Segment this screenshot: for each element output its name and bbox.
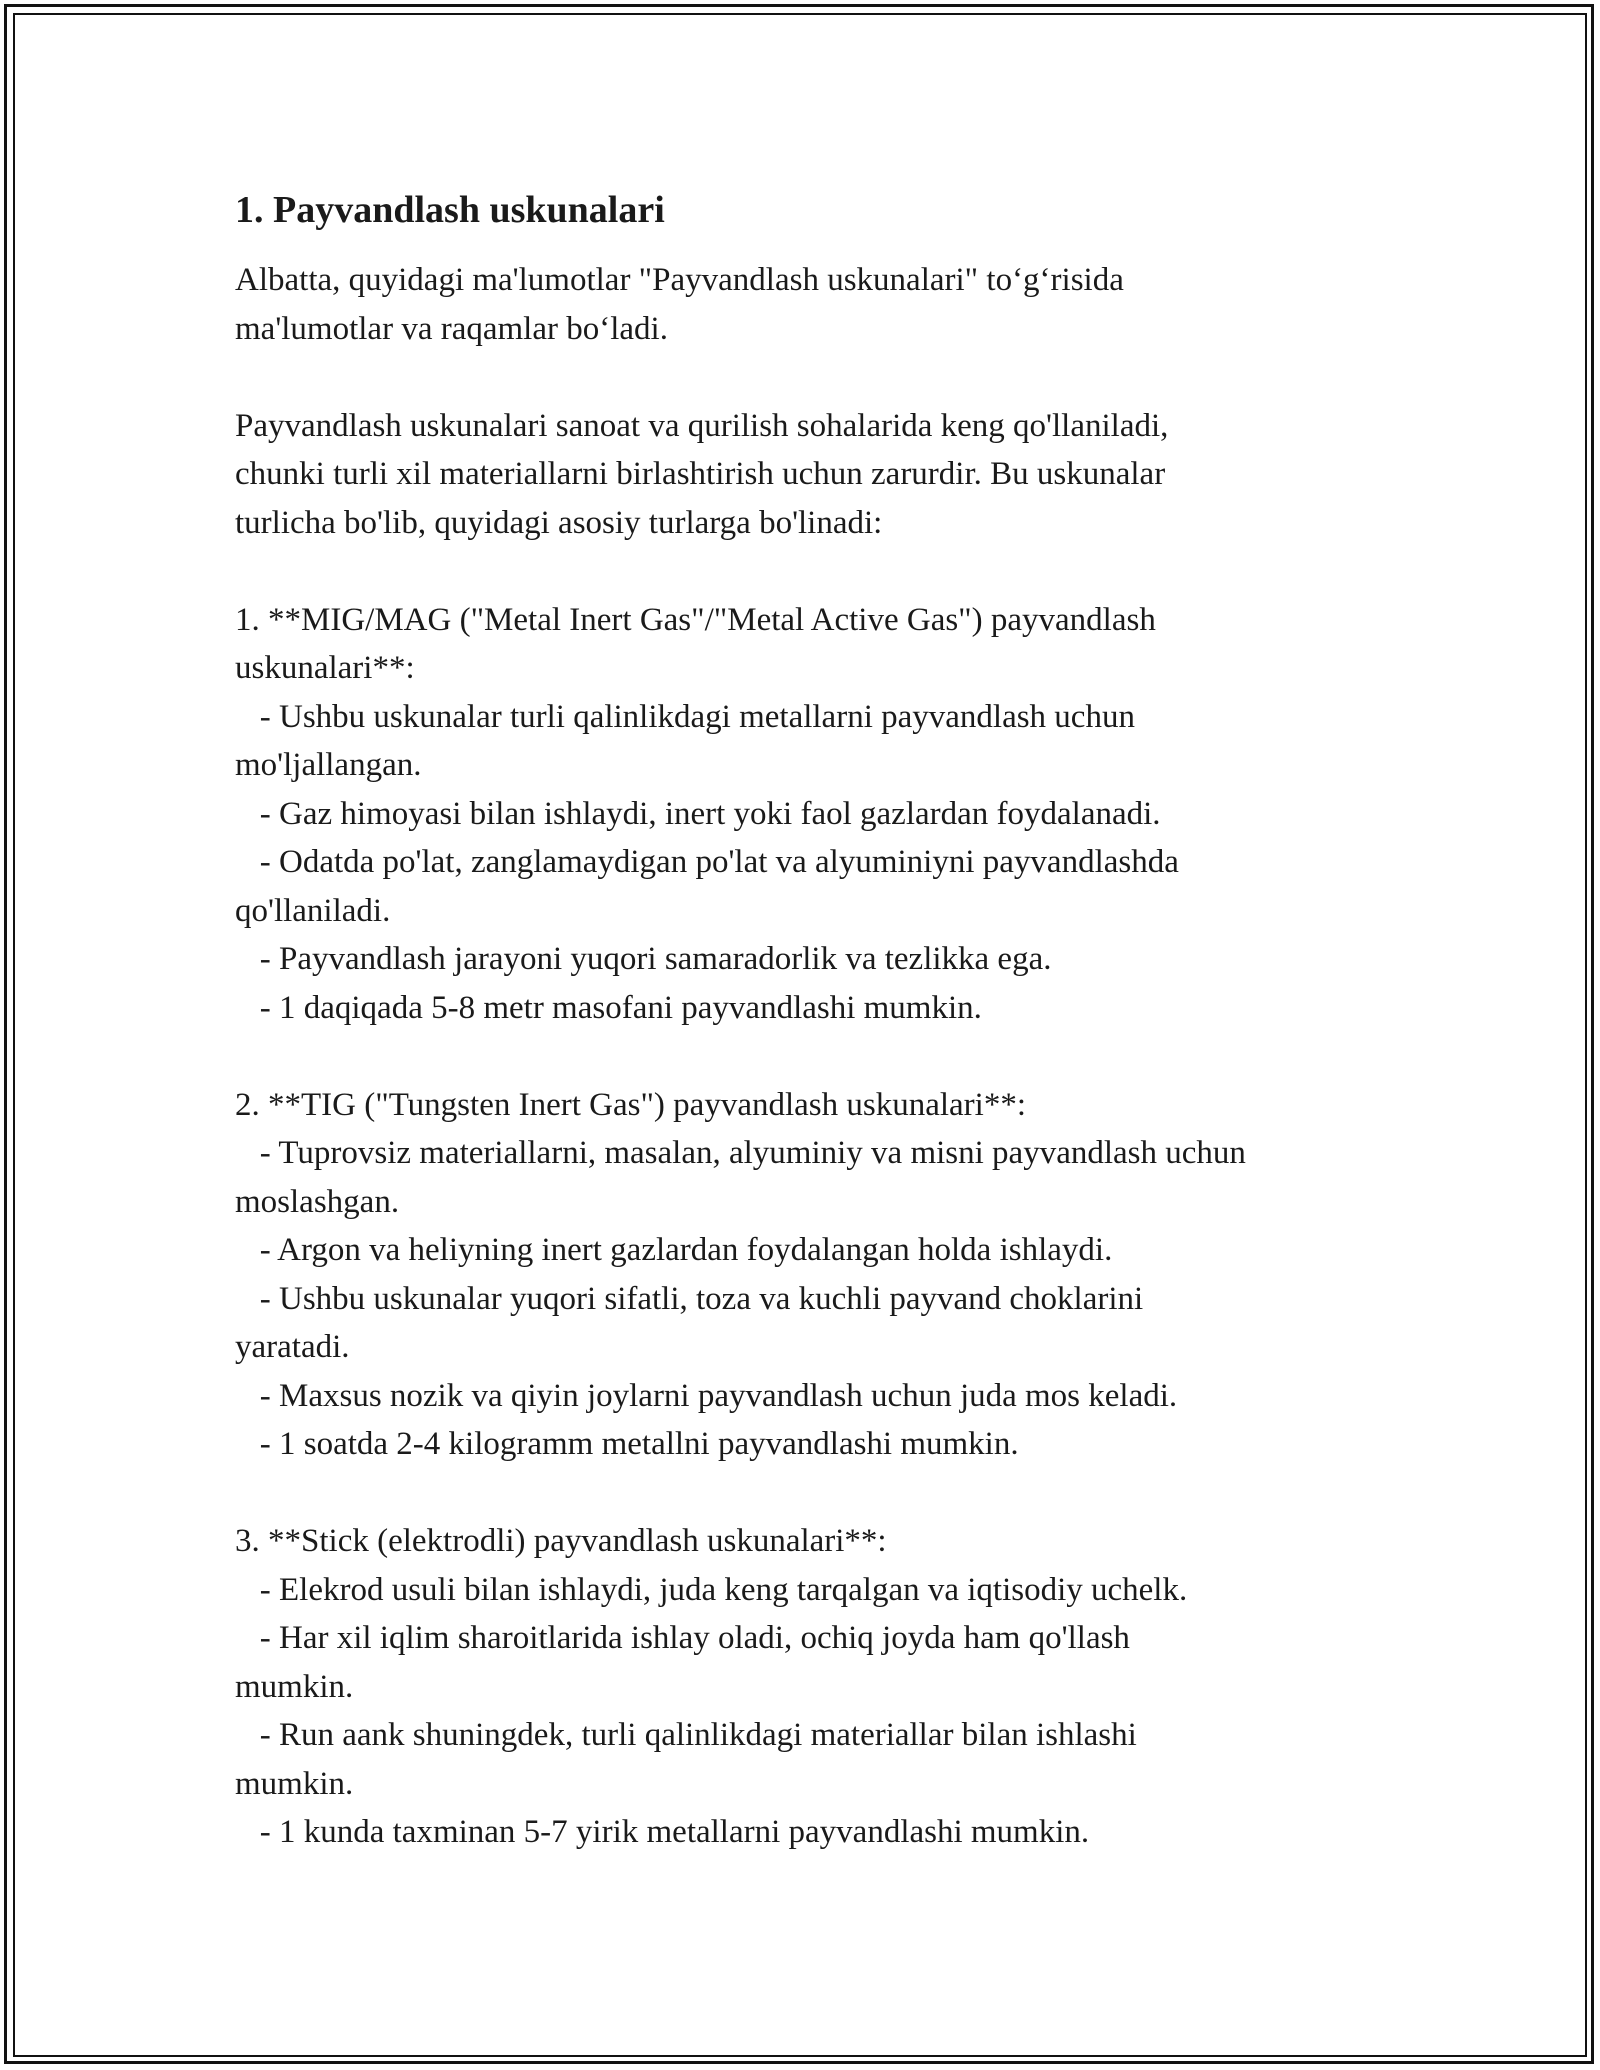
document-body (235, 185, 1385, 1857)
paragraph-gap (235, 353, 1385, 402)
section-mig-mag: 1. **MIG/MAG ("Metal Inert Gas"/"Metal Active Gas") payvandlash uskunalari**: - Ushbu uskunalar turli qalinlikdagi metallarni payvandlash uchun mo'ljallangan. - Gaz himoyasi bilan ishlaydi, inert yoki faol gazlardan foydalanadi. - Odatda po'lat, zanglamaydigan po'lat va alyuminiyni payvandlashda qo'llaniladi. - Payvandlash jarayoni yuqori samaradorlik va tezlikka ega. - 1 daqiqada 5-8 metr masofani payvandlashi mumkin. (235, 601, 1179, 1026)
paragraph-gap (235, 1469, 1385, 1518)
intro-paragraph: Albatta, quyidagi ma'lumotlar "Payvandlash uskunalari" to‘g‘risida ma'lumotlar va raqamlar bo‘ladi. (235, 262, 1124, 347)
section-stick: 3. **Stick (elektrodli) payvandlash uskunalari**: - Elekrod usuli bilan ishlaydi, juda keng tarqalgan va iqtisodiy uchelk. - Har xil iqlim sharoitlarida ishlay oladi, ochiq joyda ham qo'llash mumkin. - Run aank shuningdek, turli qalinlikdagi materiallar bilan ishlashi mumkin. - 1 kunda taxminan 5-7 yirik metallarni payvandlashi mumkin. (235, 1523, 1188, 1850)
overview-paragraph: Payvandlash uskunalari sanoat va qurilish sohalarida keng qo'llaniladi, chunki turli xil materiallarni birlashtirish uchun zarurdir. Bu uskunalar turlicha bo'lib, quyidagi asosiy turlarga bo'linadi: (235, 407, 1169, 541)
paragraph-gap (235, 1032, 1385, 1081)
section-tig: 2. **TIG ("Tungsten Inert Gas") payvandlash uskunalari**: - Tuprovsiz materiallarni, masalan, alyuminiy va misni payvandlash uchun moslashgan. - Argon va heliyning inert gazlardan foydalangan holda ishlaydi. - Ushbu uskunalar yuqori sifatli, toza va kuchli payvand choklarini yaratadi. - Maxsus nozik va qiyin joylarni payvandlash uchun juda mos keladi. - 1 soatda 2-4 kilogramm metallni payvandlashi mumkin. (235, 1086, 1246, 1462)
paragraph-gap (235, 547, 1385, 596)
document-title: 1. Payvandlash uskunalari (235, 189, 665, 231)
